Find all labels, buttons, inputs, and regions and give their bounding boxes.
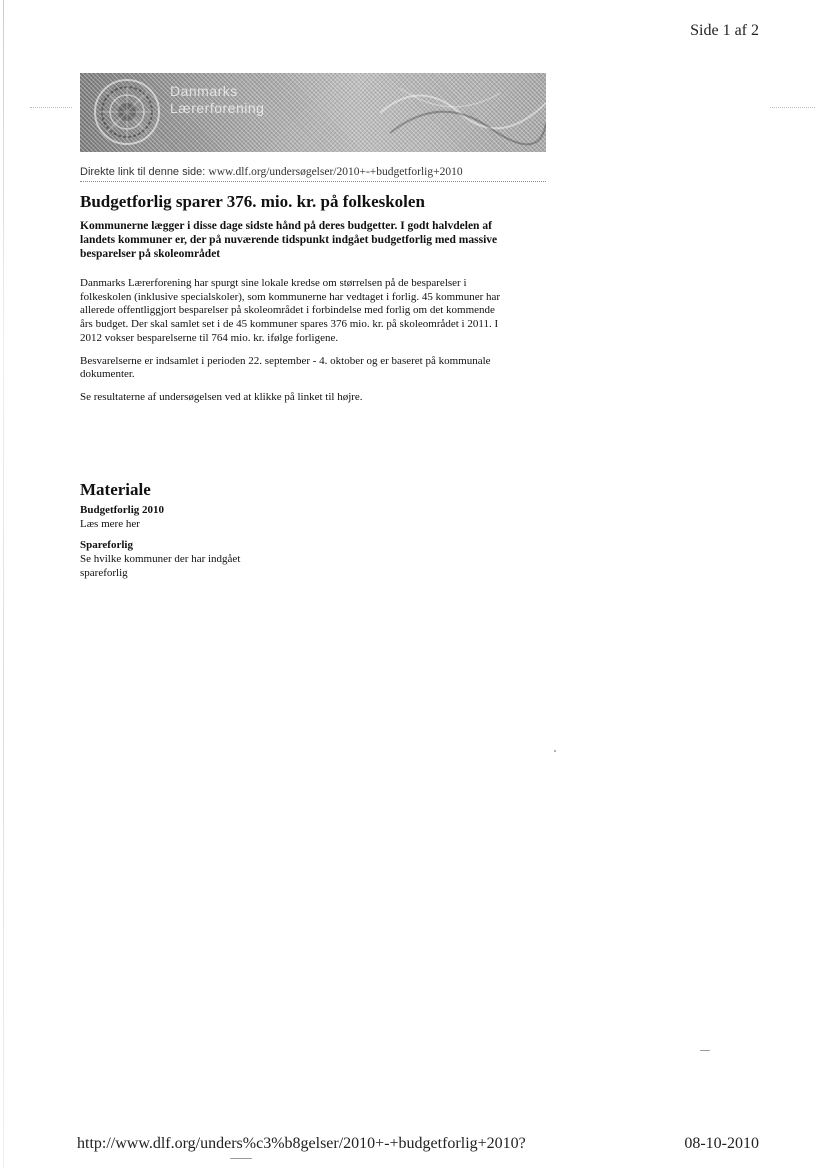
footer-date: 08-10-2010 [684, 1135, 759, 1152]
scan-artifact-right [770, 107, 815, 108]
scan-speck [700, 1050, 710, 1051]
materiale-section [80, 480, 380, 588]
banner-logo-line1: Danmarks [170, 83, 238, 99]
materiale-title: Materiale [80, 480, 151, 499]
article-lead: Kommunerne lægger i disse dage sidste hånd på deres budgetter. I godt halvdelen af landets kommuner er, der på nuværende tidspunkt indgået budgetforlig med massive besparelser på skoleområdet [80, 220, 498, 260]
materiale-item-spareforlig[interactable] [80, 539, 380, 580]
banner-logo-text [170, 83, 264, 117]
materiale-item-budgetforlig[interactable] [80, 504, 380, 531]
article-paragraph-3: Se resultaterne af undersøgelsen ved at klikke på linket til højre. [80, 390, 363, 403]
materiale-item-title[interactable]: Budgetforlig 2010 [80, 504, 165, 516]
scan-speck [554, 750, 556, 752]
article-paragraph-2: Besvarelserne er indsamlet i perioden 22. september - 4. oktober og er baseret på kommunale dokumenter. [80, 354, 491, 381]
direct-link-url[interactable]: www.dlf.org/undersøgelser/2010+-+budgetforlig+2010 [208, 166, 463, 178]
materiale-item-desc[interactable]: Se hvilke kommuner der har indgået spareforlig [80, 553, 241, 579]
scan-edge [3, 0, 4, 1168]
materiale-item-desc[interactable]: Læs mere her [80, 518, 140, 530]
article-paragraph-1: Danmarks Lærerforening har spurgt sine lokale kredse om størrelsen på de besparelser i folkeskolen (inklusive specialskoler), som kommunerne har vedtaget i forlig. 45 kommuner har allerede offentliggjort besparelser på skoleområdet i forbindelse med forlig om det kommende års budget. Der skal samlet set i de 45 kommuner spares 376 mio. kr. på skoleområdet i 2011. I 2012 vokser besparelserne til 764 mio. kr. ifølge forligene. [80, 277, 501, 344]
scan-artifact-left [30, 107, 72, 108]
materiale-item-title[interactable]: Spareforlig [80, 539, 133, 551]
article-headline: Budgetforlig sparer 376. mio. kr. på folkeskolen [80, 192, 425, 211]
direct-link-label: Direkte link til denne side: [80, 166, 206, 178]
page-number: Side 1 af 2 [690, 22, 759, 39]
seal-logo-icon [92, 77, 162, 147]
banner-logo-line2: Lærerforening [170, 100, 265, 116]
direct-link [80, 165, 546, 182]
scan-speck [230, 1158, 252, 1159]
banner-decoration-icon [380, 73, 546, 152]
site-banner [80, 73, 546, 152]
article [80, 192, 510, 414]
footer-url: http://www.dlf.org/unders%c3%b8gelser/2010+-+budgetforlig+2010? [77, 1135, 526, 1152]
